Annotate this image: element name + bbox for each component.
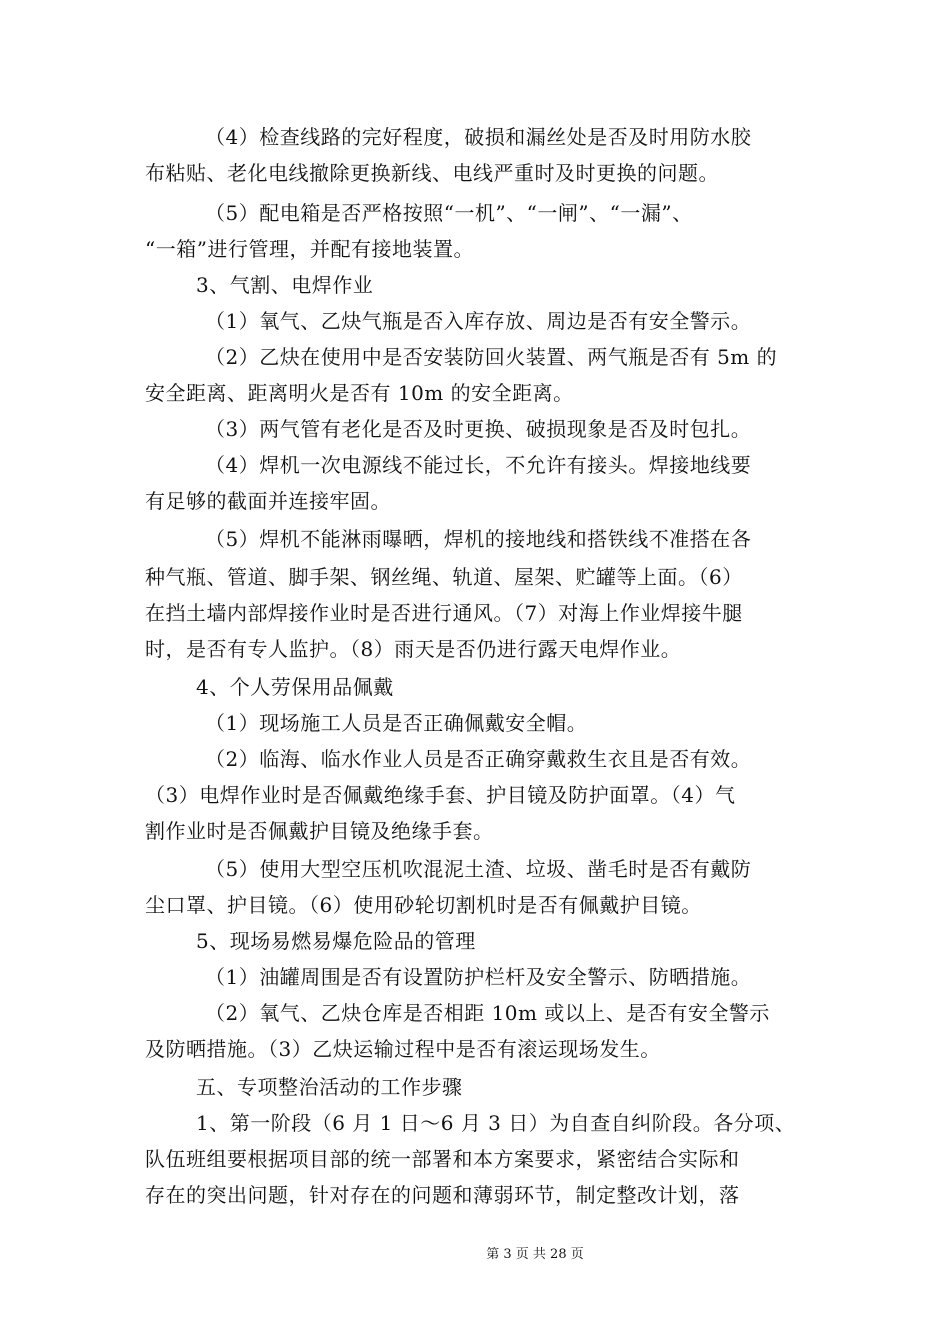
text-line: （2）临海、临水作业人员是否正确穿戴救生衣且是否有效。 — [205, 747, 752, 771]
text-line: 1、第一阶段（6 月 1 日～6 月 3 日）为自查自纠阶段。各分项、 — [196, 1111, 796, 1135]
text-line: 存在的突出问题，针对存在的问题和薄弱环节，制定整改计划，落 — [145, 1183, 740, 1207]
text-line: （1）现场施工人员是否正确佩戴安全帽。 — [205, 711, 588, 735]
text-line: 布粘贴、老化电线撤除更换新线、电线严重时及时更换的问题。 — [145, 161, 719, 185]
text-line: （3）电焊作业时是否佩戴绝缘手套、护目镜及防护面罩。（4）气 — [145, 783, 736, 807]
text-line: 时，是否有专人监护。（8）雨天是否仍进行露天电焊作业。 — [145, 637, 682, 661]
section-heading: 4、个人劳保用品佩戴 — [196, 675, 394, 699]
text-line: 安全距离、距离明火是否有 10m 的安全距离。 — [145, 381, 574, 405]
text-line: （1）氧气、乙炔气瓶是否入库存放、周边是否有安全警示。 — [205, 309, 752, 333]
text-line: 种气瓶、管道、脚手架、钢丝绳、轨道、屋架、贮罐等上面。（6） — [145, 565, 743, 589]
text-line: 割作业时是否佩戴护目镜及绝缘手套。 — [145, 819, 494, 843]
text-line: （4）检查线路的完好程度，破损和漏丝处是否及时用防水胶 — [205, 125, 752, 149]
text-line: 在挡土墙内部焊接作业时是否进行通风。（7）对海上作业焊接牛腿 — [145, 601, 743, 625]
text-line: 队伍班组要根据项目部的统一部署和本方案要求，紧密结合实际和 — [145, 1147, 740, 1171]
text-line: （2）氧气、乙炔仓库是否相距 10m 或以上、是否有安全警示 — [205, 1001, 770, 1025]
text-line: （1）油罐周围是否有设置防护栏杆及安全警示、防晒措施。 — [205, 965, 752, 989]
text-line: “一箱”进行管理，并配有接地装置。 — [145, 237, 474, 261]
text-line: 尘口罩、护目镜。（6）使用砂轮切割机时是否有佩戴护目镜。 — [145, 893, 702, 917]
text-line: （5）焊机不能淋雨曝晒，焊机的接地线和搭铁线不准搭在各 — [205, 527, 752, 551]
text-line: （2）乙炔在使用中是否安装防回火装置、两气瓶是否有 5m 的 — [205, 345, 778, 369]
section-heading: 3、气割、电焊作业 — [196, 273, 374, 297]
text-line: 有足够的截面并连接牢固。 — [145, 489, 391, 513]
text-line: （4）焊机一次电源线不能过长，不允许有接头。焊接地线要 — [205, 453, 752, 477]
text-line: （5）使用大型空压机吹混泥土渣、垃圾、凿毛时是否有戴防 — [205, 857, 752, 881]
section-heading: 5、现场易燃易爆危险品的管理 — [196, 929, 476, 953]
text-line: （3）两气管有老化是否及时更换、破损现象是否及时包扎。 — [205, 417, 752, 441]
section-heading: 五、专项整治活动的工作步骤 — [196, 1075, 463, 1099]
page-number-footer: 第 3 页 共 28 页 — [486, 1247, 584, 1262]
text-line: 及防晒措施。（3）乙炔运输过程中是否有滚运现场发生。 — [145, 1037, 661, 1061]
text-line: （5）配电箱是否严格按照“一机”、“一闸”、“一漏”、 — [205, 201, 693, 225]
